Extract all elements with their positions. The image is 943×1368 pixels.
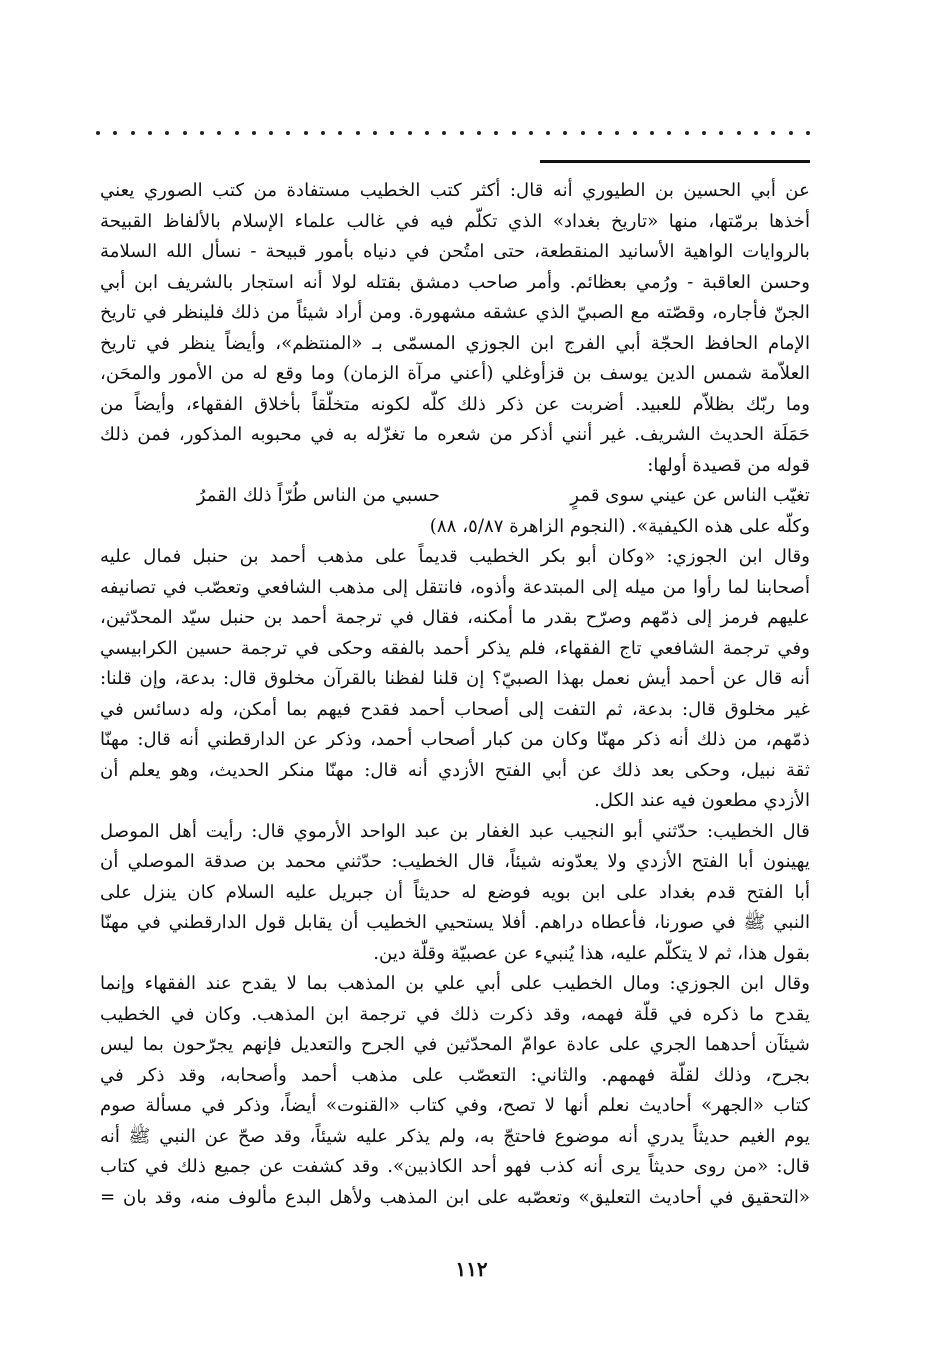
text-line: أنه قال عن أحمد أيش نعمل بهذا الصبيّ؟ إن قلنا لفظنا بالقرآن مخلوق قال: بدعة، وإن قلنا: [100,668,810,689]
separator-dot [252,131,256,135]
separator-dot [321,131,325,135]
separator-dot [719,131,723,135]
separator-dot [165,131,169,135]
text-line: يهينون أبا الفتح الأزدي ولا يعدّونه شيئاً، قال الخطيب: حدّثني محمد بن صدقة الموصلي أن [100,851,810,872]
text-line: بقول هذا، ثم لا يتكلّم عليه، هذا يُنبيء عن عصبيّة وقلّة دين. [373,942,810,964]
text-line: أخذها برمّتها، منها «تاريخ بغداد» الذي تكلّم فيه في غالب علماء الإسلام بالألفاظ القبيحة [100,210,810,232]
text-line: وفي ترجمة الشافعي تاج الفقهاء، فلم يذكر أحمد بالفقه وحكى في ترجمة حسين الكرابيسي [100,637,810,659]
paragraph-4 [100,969,810,1213]
text-line: وما ربّك بظلاّم للعبيد. أضربت عن ذكر ذلك كلّه لكونه متخلّقاً بأخلاق الفقهاء، وأيضاً من [100,393,810,415]
header-rule [540,160,810,163]
separator-dot [217,131,221,135]
separator-dot [685,131,689,135]
separator-dot [806,131,810,135]
separator-dot [563,131,567,135]
text-line: وحسن العاقبة - ورُمي بعظائم. وأمر صاحب دمشق بقتله لولا أنه استجار بالشريف ابن أبي [100,271,810,293]
separator-dot [494,131,498,135]
separator-dot [598,131,602,135]
text-line: وقال ابن الجوزي: ومال الخطيب على أبي علي بن المذهب بما لا يقدح عند الفقهاء وإنما [100,973,810,994]
text-line: الجنّ فأجاره، وقصّته مع الصبيّ الذي عشقه مشهورة. ومن أراد شيئاً من ذلك فلينظر في تاريخ [100,302,810,323]
text-line: بالروايات الواهية الأسانيد المنقطعة، حتى امتُحن في دنياه بأمور قبيحة - نسأل الله السلامة [100,241,810,262]
separator-dot [477,131,481,135]
separator-dot [408,131,412,135]
separator-dot [460,131,464,135]
separator-dot [286,131,290,135]
separator-dot [667,131,671,135]
separator-dot [390,131,394,135]
separator-dot [131,131,135,135]
text-line: النبي ﷺ في صورنا، فأعطاه دراهم. أفلا يستحيي الخطيب أن يقابل قول الدارقطني في مهنّا [100,912,810,933]
separator-dot [96,131,100,135]
separator-dot [529,131,533,135]
text-line: عليهم فرمز إلى ذمّهم وصرّح بقدر ما أمكنه، فقال في ترجمة أحمد بن حنبل سيّد المحدّثين، [100,607,810,628]
separator-dot [373,131,377,135]
text-line: شيئآن أحدهما الجري على عادة عوامّ المحدّثين في الجرح والتعديل فإنهم يجرّحون بما ليس [100,1034,810,1055]
paragraph-1 [100,176,810,481]
separator-dot [512,131,516,135]
verse-first-hemistich: تغيّب الناس عن عيني سوى قمرٍ [570,485,810,506]
text-line: يقدح ما ذكره في قلّة فهمه، وقد ذكرت ذلك في ترجمة ابن المذهب. وكان في الخطيب [100,1003,810,1025]
separator-dot [338,131,342,135]
separator-dot [235,131,239,135]
text-line: أبا الفتح قدم بغداد على ابن بويه فوضع له حديثاً أن جبريل عليه السلام كان ينزل على [100,881,810,903]
separator-dot [269,131,273,135]
separator-dot [546,131,550,135]
separator-dot [356,131,360,135]
separator-dot [737,131,741,135]
separator-dot [771,131,775,135]
separator-dot [148,131,152,135]
page-number: ١١٢ [455,1257,488,1281]
citation-line: وكلّه على هذه الكيفية». (النجوم الزاهرة ٥/٨٧، ٨٨) [429,515,810,537]
separator-dot [789,131,793,135]
text-line: ذمّهم، من ذلك أنه ذكر مهنّا وكان من كبار أصحاب أحمد، وذكر عن الدارقطني أنه قال: مهنّا [100,729,810,750]
poetry-verse [100,481,810,512]
text-line: غير مخلوق قال: بدعة، ثم التفت إلى أصحاب أحمد فقدح فيهم بما أمكن، وله دسائس في [100,698,810,720]
text-line: الإمام الحافظ الحجّة أبي الفرج ابن الجوزي المسمّى بـ «المنتظم»، وأيضاً ينظر في تاريخ [100,332,810,354]
text-line: قال الخطيب: حدّثني أبو النجيب عبد الغفار بن عبد الواحد الأرموي قال: رأيت أهل الموصل [100,820,810,842]
separator-dot [702,131,706,135]
text-line: حَمَلَة الحديث الشريف. غير أنني أذكر من شعره ما تغزّله به في محبوبه المذكور، فمن ذلك [100,424,810,445]
paragraph-3 [100,817,810,970]
separator-dot [615,131,619,135]
text-line: وقال ابن الجوزي: «وكان أبو بكر الخطيب قديماً على مذهب أحمد بن حنبل فمال عليه [100,546,810,567]
separator-dot [425,131,429,135]
paragraph-2 [100,542,810,817]
text-line: قال: «من روى حديثاً يرى أنه كذب فهو أحد الكاذبين». وقد كشفت عن جميع ذلك في كتاب [100,1156,810,1177]
text-line: «التحقيق في أحاديث التعليق» وتعصّبه على ابن المذهب ولأهل البدع مألوف منه، وقد بان = [100,1186,810,1208]
separator-dot [113,131,117,135]
text-line: أصحابنا لما رأوا من ميله إلى المبتدعة وأذوه، فانتقل إلى مذهب الشافعي وتعصّب في تصانيفه [100,576,810,598]
separator-dot [200,131,204,135]
separator-dot [754,131,758,135]
separator-dot [633,131,637,135]
text-line: قوله من قصيدة أولها: [647,454,810,476]
separator-dot [581,131,585,135]
text-line: العلاّمة شمس الدين يوسف بن قزأوغلي (أعني مرآة الزمان) وما وقع له من الأمور والمحَن، [100,363,810,384]
text-line: ثقة نبيل، وحكى بعد ذلك عن أبي الفتح الأزدي أنه قال: مهنّا منكر الحديث، وهو يعلم أن [100,759,810,781]
verse-second-hemistich: حسبي من الناس طُرّاً ذلك القمرُ [196,485,440,506]
text-line: عن أبي الحسين بن الطيوري أنه قال: أكثر كتب الخطيب مستفادة من كتب الصوري يعني [100,180,810,201]
text-line: بجرح، وذلك لقلّة فهمهم. والثاني: التعصّب على مذهب أحمد وأصحابه، وقد ذكر في [100,1064,810,1086]
separator-dot [650,131,654,135]
text-line: الأزدي مطعون فيه عند الكل. [594,790,810,811]
dotted-separator [96,128,810,138]
text-line: كتاب «الجهر» أحاديث نعلم أنها لا تصح، وفي كتاب «القنوت» أيضاً، وذكر في مسألة صوم [100,1095,810,1116]
page-body [100,176,810,1213]
separator-dot [304,131,308,135]
separator-dot [442,131,446,135]
text-line: يوم الغيم حديثاً يدري أنه موضوع فاحتجّ به، ولم يذكر عليه شيئاً، وقد صحّ عن النبي ﷺ أنه [100,1125,810,1147]
separator-dot [183,131,187,135]
